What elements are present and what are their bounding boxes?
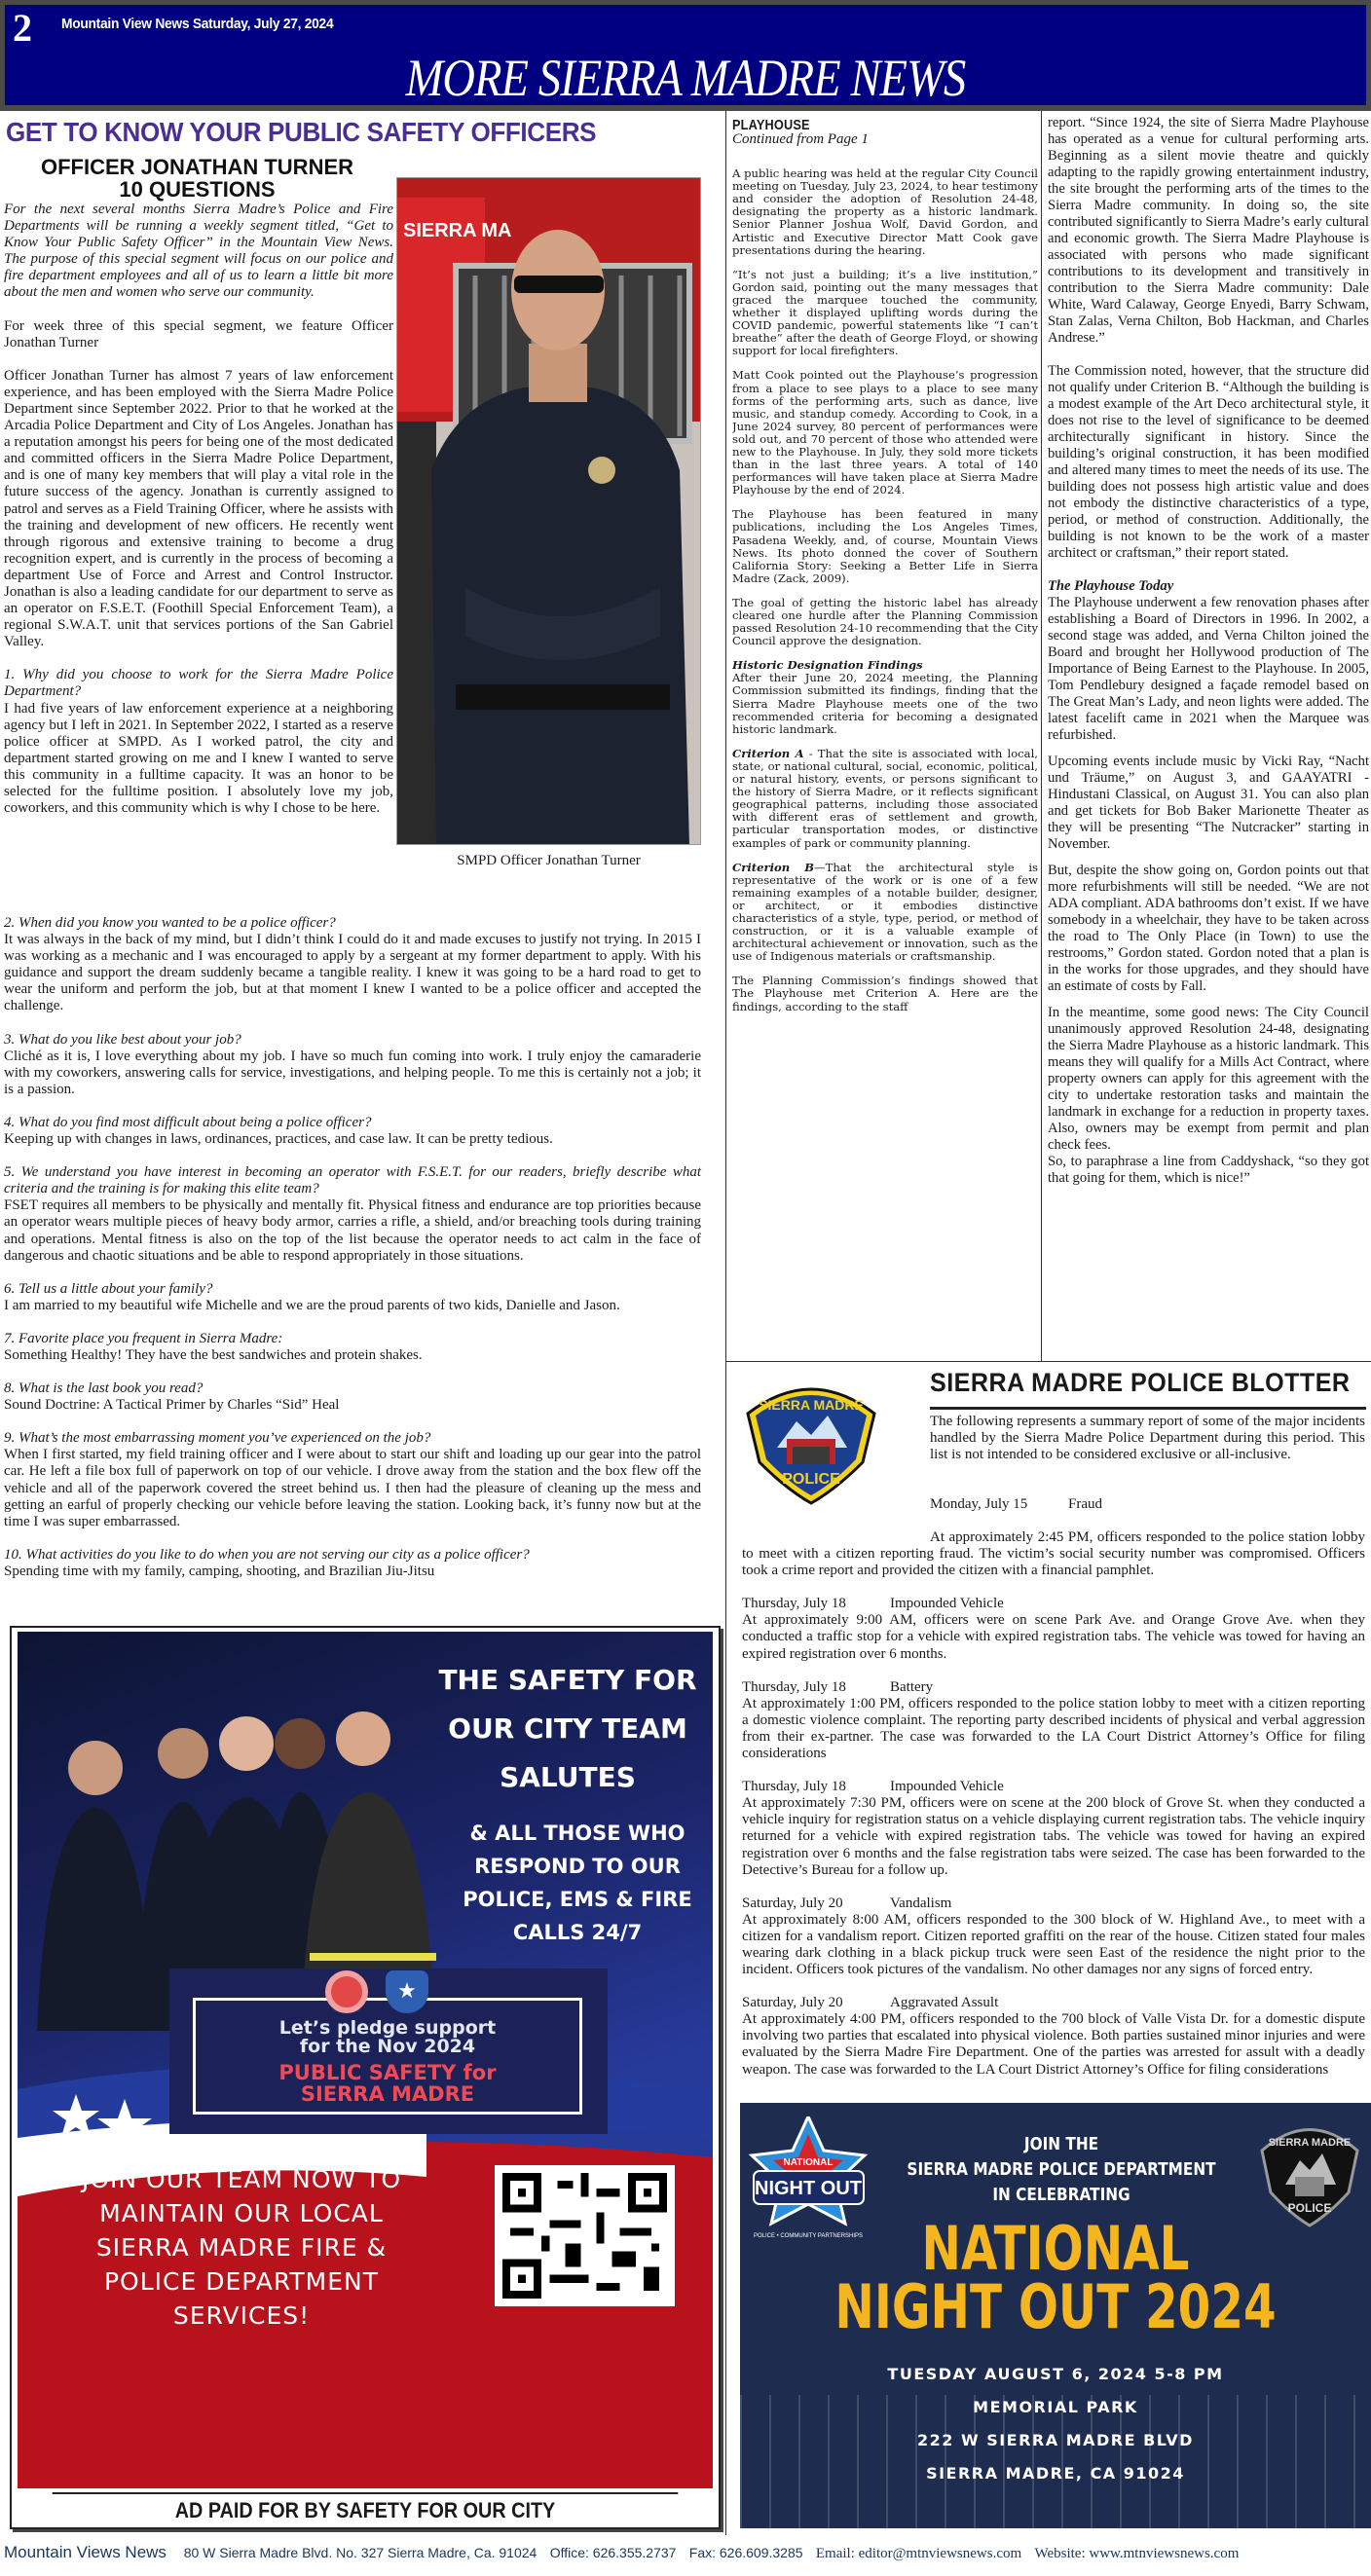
week-paragraph: For week three of this special segment, we feature Officer Jonathan Turner: [4, 317, 393, 350]
answer: When I first started, my field training officer and I were about to start our shift and loading up our gear into the patrol car. He left a file box full of paperwork on top of our vehicle. I drove away from the station and the box flew off the vehicle and all of the paperwork covered the street behind us. I then had the pleasure of cleaning up the mess and getting an earful of properly checking our vehicle before leaving the station. Looking back, it’s funny now but at the time I was super embarrassed.: [4, 1447, 701, 1529]
svg-text:SIERRA MA: SIERRA MA: [403, 220, 512, 241]
entry-text: At approximately 7:30 PM, officers were on scene at the 200 block of Grove St. when they conducted a vehicle inquiry for registration status on a vehicle displaying current registration tabs. The vehicle inquiry returned for a vehicle with expired registration tabs. The vehicle was towed for having an expired registration over 6 months and the false registration tabs were seized. The case has been forwarded to the Detective’s Bureau for a follow up.: [742, 1795, 1365, 1878]
event-address: 222 W SIERRA MADRE BLVD: [917, 2431, 1194, 2449]
national-night-out-ad: [740, 2103, 1371, 2528]
entry-text: At approximately 1:00 PM, officers responded to the police station lobby to meet with a citizen reporting a domestic violence complaint. The reporting party described incidents of physical and verbal aggression from their ex-partner. The case was forwarded to the LA Court District Attorney’s Office for filing considerations: [742, 1695, 1365, 1762]
ad-headline: [426, 1656, 709, 1802]
pledge-box: [169, 1969, 608, 2134]
nno-title-line: NATIONAL: [921, 2213, 1190, 2284]
section-title: MORE SIERRA MADRE NEWS: [405, 49, 966, 107]
continued-line: Continued from Page 1: [732, 131, 869, 147]
ad-subline: [446, 1817, 709, 1949]
intro-paragraph: For the next several months Sierra Madre’s Police and Fire Departments will be running a weekly segment titled, “Get to Know Your Public Safety Officer” in the Mountain View News. The purpose of this special segment will focus on our police and fire department employees and all of us to learn a little bit more about the men and women who serve our community.: [4, 202, 393, 301]
nno-title-line: NIGHT OUT 2024: [834, 2271, 1277, 2342]
blotter-title: SIERRA MADRE POLICE BLOTTER: [930, 1368, 1351, 1397]
footer-address: 80 W Sierra Madre Blvd. No. 327 Sierra Madre, Ca. 91024: [183, 2545, 537, 2560]
answer: FSET requires all members to be physically and mentally fit. Physical fitness and endurance are top priorities because an operator wears multiple pieces of heavy body armor, carries a rifle, a shield, and/or breaching tools during training and operations. Mental fitness is also on the top of the list because the operator needs to act calm in the face of dangerous and chaotic situations and be able to respond appropriately in those situations.: [4, 1197, 701, 1264]
event-date: TUESDAY AUGUST 6, 2024 5-8 PM: [887, 2365, 1224, 2383]
question: 4. What do you find most difficult about being a police officer?: [4, 1114, 372, 1130]
fire-emblem-icon: [325, 1970, 368, 2013]
paragraph: Matt Cook pointed out the Playhouse’s progression from a place to see plays to a place to see many forms of the performing arts, such as dance, live music, and standup comedy. According to Cook, in a June 2024 survey, 80 percent of performances were sold out, and 70 percent of those who attended were new to the Playhouse. In July, they sold more tickets than in the last three years. A total of 140 performances will have taken place at Sierra Madre Playhouse by the end of 2024.: [732, 368, 1038, 497]
paragraph: report. “Since 1924, the site of Sierra Madre Playhouse has operated as a venue for cultural performing arts. Beginning as a silent movie theatre and quickly adapting to the rapidly growing entertainment industry, the site brought the performing arts of the times to the Sierra Madre community. In doing so, the site contributed significantly to Sierra Madre’s early cultural and economic growth. The Sierra Madre Playhouse is associated with persons who made significant contributions to its development and transitively in contribution to the Sierra Madre community: Dale White, Ward Calaway, George Enyedi, Barry Schwam, Stan Zalas, Verna Chilton, Bob Hackman, and Charles Andrese.”: [1048, 115, 1369, 346]
badge-text: SIERRA MADRE: [759, 1397, 864, 1413]
question: 3. What do you like best about your job?: [4, 1031, 241, 1048]
criterion-text: - That the site is associated with local, state, or national cultural, social, economic, political, or natural history, events, or persons significant to the history of Sierra Madre, or it reflects significant geographical patterns, including those associated with different eras of settlement and growth, particular transportation modes, or distinctive examples of park or community planning.: [732, 746, 1038, 850]
answer: I had five years of law enforcement experience at a neighboring agency but I left in 2021. In September 2022, I started as a reserve police officer at SMPD. As I worked patrol, the city and department started growing on me and I knew I wanted to serve this community in a fulltime capacity. It was an honor to be selected for the fulltime position. I absolutely love my job, coworkers, and this community which is why I chose to be here.: [4, 700, 393, 817]
blotter-entry: [742, 1779, 1365, 1879]
police-shield-icon: ★: [386, 1970, 428, 2013]
answer: It was always in the back of my mind, but I didn’t think I could do it and made excuses to justify not trying. In 2015 I was working as a mechanic and I was encouraged to apply by a sergeant at my former department to apply. With his guidance and support the dream suddenly became a tangible reality. I knew it was going to be a hard road to get to wear the uniform and perform the job, but at that moment I knew I wanted to be a police officer and accepted the challenge.: [4, 932, 701, 1014]
photo-caption: SMPD Officer Jonathan Turner: [457, 853, 641, 868]
playhouse-column-1: [732, 117, 1038, 1358]
footer-office: Office: 626.355.2737: [549, 2545, 677, 2560]
feature-subhead: [0, 156, 394, 201]
qa-item: [4, 1164, 701, 1265]
paragraph: The Playhouse has been featured in many publications, including the Los Angeles Times, Pasadena Weekly, and, of course, Mountain Views News. Its photo donned the cover of Southern California Story: Seeking a Better Life in Sierra Madre (Zack, 2009).: [732, 507, 1038, 585]
entry-type: Impounded Vehicle: [890, 1596, 1004, 1612]
question: 6. Tell us a little about your family?: [4, 1280, 213, 1297]
nno-intro-line: IN CELEBRATING: [992, 2185, 1130, 2205]
question: 7. Favorite place you frequent in Sierra Madre:: [4, 1330, 283, 1346]
qa-item: [4, 1032, 701, 1098]
footer: [4, 2543, 1371, 2562]
entry-date: Thursday, July 18: [742, 1596, 846, 1612]
qr-code-icon[interactable]: [495, 2165, 675, 2306]
join-line: SERVICES!: [172, 2301, 311, 2330]
join-line: MAINTAIN OUR LOCAL: [99, 2199, 384, 2227]
answer: Something Healthy! They have the best sandwiches and protein shakes.: [4, 1346, 423, 1363]
blotter-rule: [930, 1407, 1366, 1410]
paragraph: After their June 20, 2024 meeting, the Planning Commission submitted its findings, finding that the Sierra Madre Playhouse meets one of the two recommended criteria for becoming a designated historic landmark.: [732, 671, 1038, 736]
badge-text: POLICE: [1287, 2201, 1332, 2215]
article-kicker: PLAYHOUSE: [732, 117, 810, 133]
footer-website[interactable]: Website: www.mtnviewsnews.com: [1034, 2546, 1240, 2561]
blotter-entry: [742, 1679, 1365, 1762]
entry-type: Fraud: [1068, 1496, 1102, 1512]
nno-details: [740, 2358, 1371, 2490]
ad-headline-line: SALUTES: [500, 1761, 636, 1793]
entry-text: At approximately 4:00 PM, officers responded to the 700 block of Valle Vista Dr. for a domestic dispute involving two parties that escalated into physical violence. Both parties sustained minor injuries and were evaluated by the Sierra Madre Fire Department. One of the parties was arrested for assult with a deadly weapon. The case was forwarded to the LA Court District Attorney’s Office for filing considerations: [742, 2011, 1365, 2078]
feature-headline: GET TO KNOW YOUR PUBLIC SAFETY OFFICERS: [6, 117, 597, 147]
entry-type: Vandalism: [890, 1895, 952, 1911]
paragraph: But, despite the show going on, Gordon points out that more refurbishments will still be needed. “We are not ADA compliant. ADA bathrooms don’t exist. If we have somebody in a wheelchair, they have to be taken across the road to The Only Place (in Town) to use the restrooms,” Gordon stated. Gordon noted that a plan is in the works for those upgrades, and they should have an estimate of costs by Fall.: [1048, 863, 1369, 994]
criterion-text: —That the architectural style is representative of the work or is one of a few remaining examples of a notable builder, designer, or architect, or it embodies distinctive characteristics of a style, type, period, or method of construction, or it is a valuable example of architectural achievement or innovation, such as the use of Indigenous materials or craftsmanship.: [732, 860, 1038, 964]
masthead: [0, 0, 1371, 111]
ad-artwork: [18, 1632, 713, 2488]
badge-text: POLICE: [782, 1471, 840, 1488]
pledge-highlight: PUBLIC SAFETY for: [278, 2061, 497, 2084]
entry-date: Monday, July 15: [930, 1496, 1028, 1512]
page-number: 2: [13, 6, 32, 50]
section-divider: [725, 1361, 1371, 1362]
question: 2. When did you know you wanted to be a police officer?: [4, 915, 336, 931]
qa-section: [4, 915, 701, 1597]
criterion-b: [732, 862, 1038, 964]
ad-headline-line: OUR CITY TEAM: [448, 1712, 687, 1745]
criterion-a: [732, 748, 1038, 850]
entry-date: Saturday, July 20: [742, 1895, 843, 1911]
entry-date: Thursday, July 18: [742, 1779, 846, 1795]
ad-subline-line: CALLS 24/7: [512, 1921, 643, 1944]
question: 9. What’s the most embarrassing moment you’ve experienced on the job?: [4, 1430, 431, 1447]
safety-for-our-city-ad: [10, 1626, 721, 2529]
ad-join-text: [37, 2162, 446, 2333]
subheading: The Playhouse Today: [1048, 578, 1174, 594]
sierra-madre-police-badge-icon: [1256, 2116, 1363, 2228]
paragraph: The goal of getting the historic label has already cleared one hurdle after the Planning Commission passed Resolution 24-10 recommending that the City Council approve the designation.: [732, 595, 1038, 648]
ad-headline-line: THE SAFETY FOR: [438, 1664, 697, 1696]
qa-item: [4, 1430, 701, 1530]
qa-item: [4, 1281, 701, 1314]
paragraph: “It’s not just a building; it’s a live institution,” Gordon said, pointing out the many messages that graced the marquee touched the community, whether it displayed uplifting words during the COVID pandemic, powerful statements like “I can’t breathe” after the death of George Floyd, or showing support for local firefighters.: [732, 267, 1038, 358]
ad-subline-line: RESPOND TO OUR: [474, 1855, 681, 1878]
footer-paper: Mountain Views News: [4, 2543, 167, 2561]
nno-intro-line: SIERRA MADRE POLICE DEPARTMENT: [907, 2159, 1216, 2180]
playhouse-column-2: [1048, 115, 1369, 1359]
criterion-label: Criterion B: [732, 860, 815, 874]
paragraph: In the meantime, some good news: The City Council unanimously approved Resolution 24-48, designating the Sierra Madre Playhouse as a historic landmark. This means they will qualify for a Mills Act Contract, where property owners can apply for this agreement with the city to undertake restoration tasks and maintain the landmark in exchange for a reduction in property taxes. Also, owners may be exempt from permit and plan check fees.: [1048, 1005, 1369, 1153]
entry-date: Saturday, July 20: [742, 1995, 843, 2011]
qa-item: [4, 1331, 701, 1364]
subheading: Historic Designation Findings: [732, 658, 923, 673]
blotter-list: [742, 1530, 1365, 2095]
entry-date: Thursday, July 18: [742, 1678, 846, 1695]
qa-item: [4, 667, 393, 817]
nno-intro-line: JOIN THE: [1023, 2134, 1099, 2154]
qa-item: [4, 1115, 701, 1148]
entry-type: Battery: [890, 1678, 934, 1695]
entry-text: At approximately 8:00 AM, officers responded to the 300 block of W. Highland Ave., to meet with a citizen for a vandalism report. Citizen reported graffiti on the rear of the house. Citizen stated four males wearing dark clothing in a black pickup truck were seen East of the residence the night prior to the incident. Officers took pictures of the vandalism. No other damages nor any signs of forced entry.: [742, 1911, 1365, 1978]
event-city: SIERRA MADRE, CA 91024: [926, 2464, 1185, 2483]
bio-paragraph: Officer Jonathan Turner has almost 7 years of law enforcement experience, and has been employed with the Sierra Madre Police Department since September 2022. Prior to that he worked at the Arcadia Police Department and City of Los Angeles. Jonathan has a reputation amongst his peers for being one of the most dedicated and committed officers in the Sierra Madre Police Department, and is one of many key members that will play a vital role in the future success of the agency. Jonathan is currently assigned to patrol and serves as a Field Training Officer, where he assists with the training and development of new officers. He recently went through rigorous and extensive training to become a drug recognition expert, and is currently in the process of becoming a department Use of Force and Arrest and Control Instructor. Jonathan is also a leading candidate for our department to serve as an operator on F.S.E.T. (Foothill Special Enforcement Team), a regional S.W.A.T. unit that services portions of the San Gabriel Valley.: [4, 367, 393, 650]
qa-item: [4, 1547, 701, 1580]
question: 8. What is the last book you read?: [4, 1380, 204, 1397]
paragraph: So, to paraphrase a line from Caddyshack, “so they got that going for them, which is nice!”: [1048, 1154, 1369, 1186]
qa-item: [4, 915, 701, 1015]
blotter-entry: [742, 1596, 1365, 1662]
footer-email[interactable]: Email: editor@mtnviewsnews.com: [815, 2546, 1022, 2561]
logo-text: NIGHT OUT: [755, 2178, 862, 2199]
police-badge-icon: [738, 1375, 884, 1506]
criterion-label: Criterion A: [732, 746, 804, 760]
footer-fax: Fax: 626.609.3285: [688, 2545, 803, 2560]
entry-type: Aggravated Assult: [890, 1995, 999, 2011]
pledge-text: for the Nov 2024: [299, 2036, 476, 2057]
question: 1. Why did you choose to work for the Sierra Madre Police Department?: [4, 667, 393, 700]
column-divider: [725, 111, 726, 2535]
answer: Cliché as it is, I love everything about my job. I have so much fun coming into work. I truly enjoy the camaraderie with my coworkers, answering calls for service, investigations, and helping people. To me this is certainly not a job; it is a passion.: [4, 1048, 701, 1097]
join-line: JOIN OUR TEAM NOW TO: [81, 2165, 402, 2193]
officer-photo: [396, 177, 701, 845]
pledge-text: Let’s pledge support: [278, 2017, 497, 2039]
blotter-entry: [930, 1496, 1365, 1513]
column-divider: [1041, 111, 1042, 1361]
qa-item: [4, 1380, 701, 1414]
answer: Keeping up with changes in laws, ordinances, practices, and case law. It can be pretty tedious.: [4, 1131, 553, 1148]
badge-text: SIERRA MADRE: [1268, 2137, 1352, 2149]
ad-subline-line: POLICE, EMS & FIRE: [463, 1888, 692, 1911]
question: 10. What activities do you like to do when you are not serving our city as a police officer?: [4, 1546, 530, 1563]
answer: Sound Doctrine: A Tactical Primer by Charles “Sid” Heal: [4, 1397, 340, 1414]
questions-heading: 10 QUESTIONS: [119, 177, 276, 202]
ad-paid-by: AD PAID FOR BY SAFETY FOR OUR CITY: [53, 2492, 679, 2525]
event-venue: MEMORIAL PARK: [973, 2398, 1138, 2416]
nno-title: [809, 2213, 1301, 2342]
pledge-highlight: SIERRA MADRE: [300, 2082, 475, 2106]
paragraph: A public hearing was held at the regular City Council meeting on Tuesday, July 23, 2024, to hear testimony and consider the adoption of Resolution 24-48, designating the property as a historic landmark. Senior Planner Joshua Wolf, David Gordon, and Artistic and Executive Director Matt Cook gave presentations during the hearing.: [732, 166, 1038, 257]
paragraph: The Commission noted, however, that the structure did not qualify under Criterion B. “Although the building is a modest example of the Art Deco architectural style, it does not rise to the level of significance to be deemed architecturally significant in history. Since the building’s original construction, it has been modified and altered many times to meet the needs of its use. The building does not possess high artistic value and does not embody the distinctive characteristics of a type, period, or method of construction. Additionally, the building is not known to be the work of a master architect or craftsman,” their report stated.: [1048, 363, 1369, 561]
paragraph: The Planning Commission’s findings showed that The Playhouse met Criterion A. Here are the findings, according to the staff: [732, 974, 1038, 1013]
join-line: POLICE DEPARTMENT: [103, 2267, 380, 2296]
blotter-entry: [742, 1995, 1365, 2078]
join-line: SIERRA MADRE FIRE &: [95, 2233, 388, 2262]
answer: Spending time with my family, camping, shooting, and Brazilian Jiu-Jitsu: [4, 1563, 435, 1579]
blotter-entry-text: At approximately 2:45 PM, officers responded to the police station lobby to meet with a citizen reporting fraud. The victim’s social security number was compromised. Officers took a crime report and provided the citizen with a financial pamphlet.: [742, 1529, 1365, 1579]
question: 5. We understand you have interest in becoming an operator with F.S.E.T. for our readers, briefly describe what criteria and the training is for making this elite team?: [4, 1164, 701, 1197]
nno-intro: [905, 2132, 1219, 2208]
entry-type: Impounded Vehicle: [890, 1779, 1004, 1795]
answer: I am married to my beautiful wife Michelle and we are the proud parents of two kids, Danielle and Jason.: [4, 1297, 620, 1313]
officer-name-heading: OFFICER JONATHAN TURNER: [40, 155, 354, 179]
blotter-intro: The following represents a summary report of some of the major incidents handled by the Sierra Madre Police Department during this period. This list is not intended to be considered exclusive or all-inclusive.: [930, 1414, 1365, 1463]
logo-text: POLICE • COMMUNITY PARTNERSHIPS: [753, 2233, 864, 2239]
ad-subline-line: & ALL THOSE WHO: [469, 1822, 686, 1845]
blotter-entry: [742, 1895, 1365, 1978]
dateline: Mountain View News Saturday, July 27, 2024: [61, 16, 334, 32]
entry-text: At approximately 9:00 AM, officers were on scene Park Ave. and Orange Grove Ave. when they conducted a traffic stop for a vehicle with expired registration tabs. The vehicle was towed for having an expired registration over 6 months.: [742, 1612, 1365, 1662]
feature-intro: [4, 202, 393, 817]
logo-text: NATIONAL: [783, 2157, 834, 2168]
paragraph: The Playhouse underwent a few renovation phases after establishing a Board of Directors in 1996. In 2002, a second stage was added, and Verna Chilton joined the Board and brought her Hollywood production of The Importance of Being Earnest to the Playhouse. In 2005, Tom Pendlebury designed a façade remodel based on The Great Man’s Lady, and neon lights were added. The latest facelift came in 2021 when the Marquee was refurbished.: [1048, 595, 1369, 743]
paragraph: Upcoming events include music by Vicki Ray, “Nacht und Träume,” on August 3, and GAAYATRI -Hindustani Classical, on August 31. You can also plan and get tickets for Bob Baker Marionette Theater as they will be presenting “The Nutcracker” starting in November.: [1048, 754, 1369, 852]
